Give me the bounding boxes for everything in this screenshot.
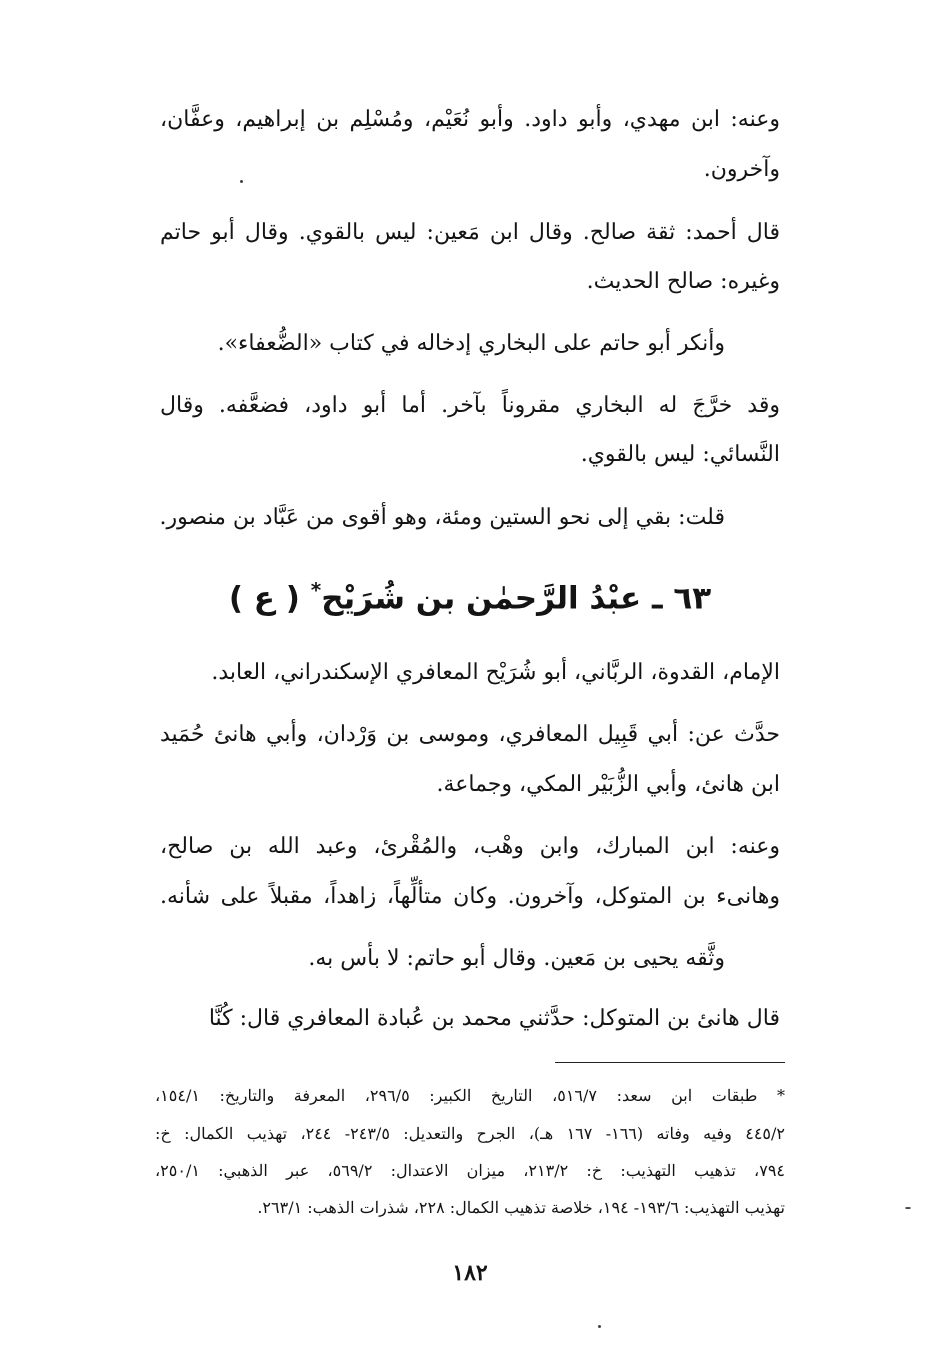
footnote-marker: * <box>310 578 322 602</box>
page-number: ١٨٢ <box>452 1260 488 1286</box>
body-line: وعنه: ابن المبارك، وابن وهْب، والمُقْرئ، وعبد الله بن صالح، <box>160 834 780 859</box>
body-line: وهانىء بن المتوكل، وآخرون. وكان متألِّهاً، زاهداً، مقبلاً على شأنه. <box>160 884 780 909</box>
body-line: حدَّث عن: أبي قَبِيل المعافري، وموسى بن وَرْدان، وأبي هانئ حُمَيد <box>160 722 780 747</box>
entry-code: ( ع ) <box>228 580 300 617</box>
body-line: قال هانئ بن المتوكل: حدَّثني محمد بن عُبادة المعافري قال: كُنَّا <box>208 1006 780 1031</box>
body-line: وأنكر أبو حاتم على البخاري إدخاله في كتاب «الضُّعفاء». <box>217 331 725 356</box>
body-line: وغيره: صالح الحديث. <box>586 269 780 294</box>
body-line: قال أحمد: ثقة صالح. وقال ابن مَعين: ليس بالقوي. وقال أبو حاتم <box>160 220 780 245</box>
body-line: النَّسائي: ليس بالقوي. <box>580 442 780 467</box>
body-line: وثَّقه يحيى بن مَعين. وقال أبو حاتم: لا بأس به. <box>308 946 725 971</box>
print-speck <box>905 1207 911 1209</box>
print-speck <box>240 180 243 183</box>
entry-heading <box>0 565 940 623</box>
footnote-line: تهذيب التهذيب: ١٩٣/٦- ١٩٤، خلاصة تذهيب الكمال: ٢٢٨، شذرات الذهب: ٢٦٣/١. <box>257 1198 785 1217</box>
body-line: الإمام، القدوة، الربَّاني، أبو شُرَيْح المعافري الإسكندراني، العابد. <box>211 660 780 685</box>
print-speck <box>598 1325 601 1328</box>
body-line: قلت: بقي إلى نحو الستين ومئة، وهو أقوى من عَبَّاد بن منصور. <box>159 505 725 530</box>
footnote-divider <box>555 1062 785 1063</box>
body-line: وآخرون. <box>703 157 780 182</box>
body-line: ابن هانئ، وأبي الزُّبَيْر المكي، وجماعة. <box>436 772 780 797</box>
body-line: وقد خرَّجَ له البخاري مقروناً بآخر. أما أبو داود، فضعَّفه. وقال <box>160 393 780 418</box>
body-line: وعنه: ابن مهدي، وأبو داود. وأبو نُعَيْم، ومُسْلِم بن إبراهيم، وعفَّان، <box>160 107 780 132</box>
footnote-line: * طبقات ابن سعد: ٥١٦/٧، التاريخ الكبير: ٢٩٦/٥، المعرفة والتاريخ: ١٥٤/١، <box>155 1086 786 1105</box>
footnote-line: ٧٩٤، تذهيب التهذيب: خ: ٢١٣/٢، ميزان الاعتدال: ٥٦٩/٢، عبر الذهبي: ٢٥٠/١، <box>155 1161 785 1180</box>
footnote-line: ٤٤٥/٢ وفيه وفاته (١٦٦- ١٦٧ هـ)، الجرح والتعديل: ٢٤٣/٥- ٢٤٤، تهذيب الكمال: خ: <box>155 1124 785 1143</box>
entry-title: ٦٣ ـ عبْدُ الرَّحمٰن بن شُرَيْح <box>321 580 712 617</box>
